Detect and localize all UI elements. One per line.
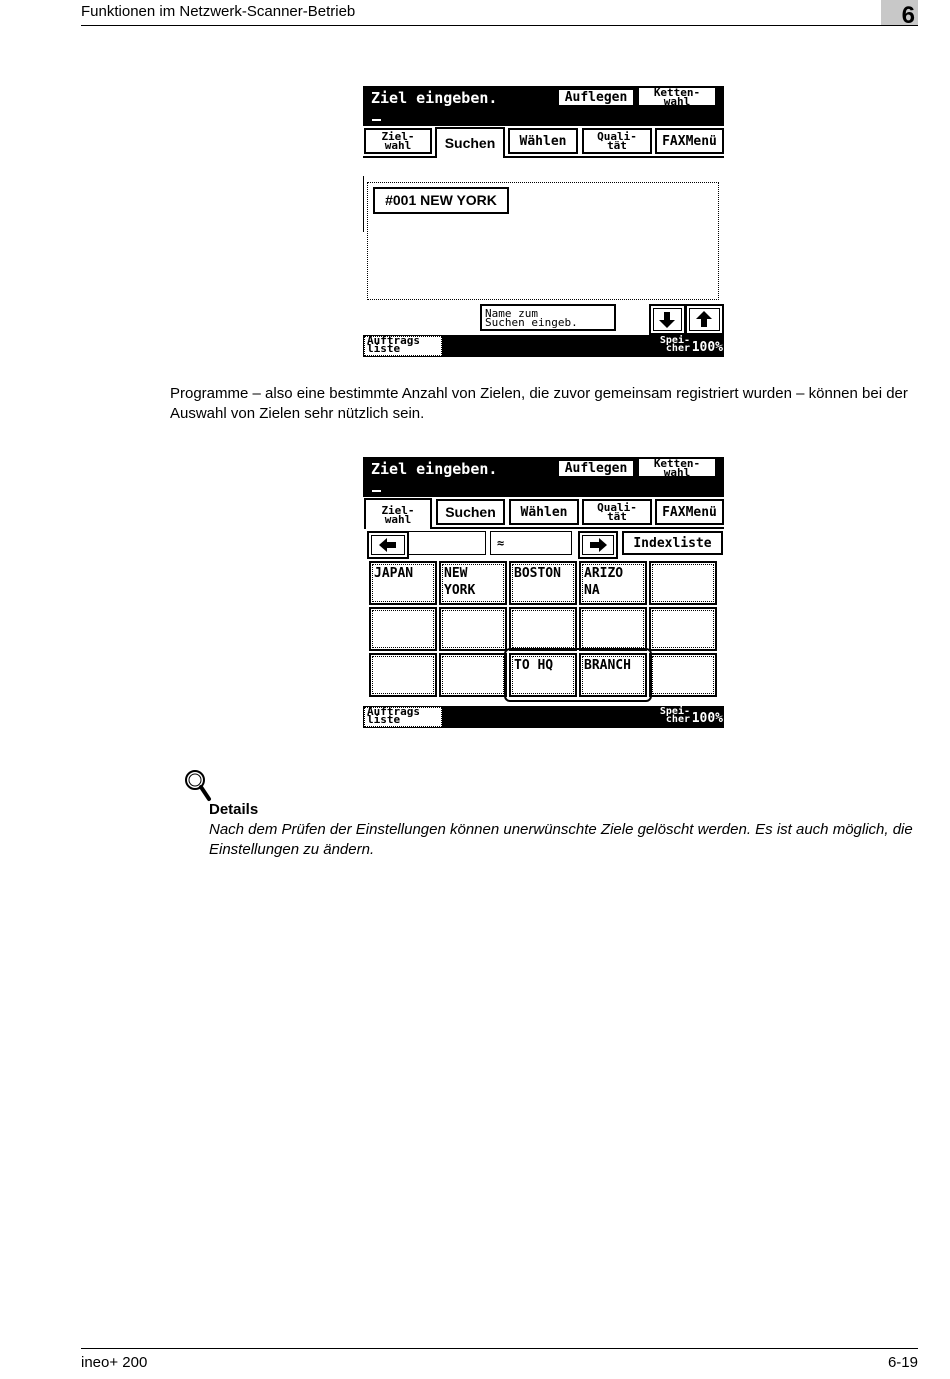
memory-value: 100% — [691, 340, 723, 355]
index-list-button[interactable]: Indexliste — [622, 531, 723, 555]
tab-underline — [432, 527, 724, 529]
title-bar — [363, 86, 724, 126]
hangup-button[interactable]: Auflegen — [557, 88, 635, 107]
tab-quality[interactable]: Quali- tät — [582, 499, 652, 525]
memory-label: Spei- cher — [659, 335, 690, 354]
magnifier-icon — [184, 769, 212, 808]
result-item[interactable]: #001 NEW YORK — [373, 187, 509, 214]
footer-page-number: 6-19 — [887, 1354, 918, 1371]
speed-dial-cell[interactable] — [439, 653, 507, 697]
chain-dial-button[interactable]: Ketten- wahl — [637, 457, 717, 478]
title-bar — [363, 457, 724, 497]
tab-search[interactable]: Suchen — [435, 127, 505, 158]
prompt-text: Ziel eingeben. — [371, 89, 498, 107]
footer-product: ineo+ 200 — [81, 1354, 148, 1371]
index-field-1 — [408, 531, 486, 555]
page-prev-button[interactable] — [367, 531, 409, 559]
arrow-right-icon — [580, 533, 616, 557]
enter-search-name-button[interactable]: Name zum Suchen eingeb. — [480, 304, 616, 331]
list-scroll-indicator — [363, 176, 364, 232]
memory-value: 100% — [691, 711, 723, 726]
job-list-button[interactable]: Auftrags liste — [364, 336, 442, 356]
hangup-button[interactable]: Auflegen — [557, 459, 635, 478]
chapter-badge — [881, 0, 918, 29]
footer-rule — [81, 1348, 918, 1349]
fax-search-screen — [363, 86, 724, 357]
job-list-button[interactable]: Auftrags liste — [364, 707, 442, 727]
body-paragraph: Programme – also eine bestimmte Anzahl von Zielen, die zuvor gemeinsam registriert wurden – können bei der Auswahl von Zielen sehr nützlich sein. — [170, 385, 908, 422]
page-header-title: Funktionen im Netzwerk-Scanner-Betrieb — [81, 3, 356, 20]
program-cell[interactable]: BRANCH — [579, 653, 647, 697]
tab-dial[interactable]: Wählen — [508, 128, 578, 154]
chapter-number: 6 — [901, 2, 915, 29]
fax-speed-dial-screen — [363, 457, 724, 728]
tab-underline-left — [363, 156, 435, 158]
tab-dial[interactable]: Wählen — [509, 499, 579, 525]
tab-quality[interactable]: Quali- tät — [582, 128, 652, 154]
page-next-button[interactable] — [578, 531, 618, 559]
program-group-frame — [504, 648, 652, 702]
speed-dial-cell[interactable] — [649, 561, 717, 605]
scroll-down-button[interactable] — [649, 304, 686, 335]
arrow-up-icon — [687, 306, 722, 333]
chain-dial-button[interactable]: Ketten- wahl — [637, 86, 717, 107]
arrow-down-icon — [651, 306, 684, 333]
speed-dial-cell[interactable]: ARIZO NA — [579, 561, 647, 605]
search-result-list — [367, 182, 719, 300]
status-bar — [363, 335, 724, 357]
input-cursor — [372, 119, 381, 121]
arrow-left-icon — [369, 533, 407, 557]
speed-dial-cell[interactable] — [369, 653, 437, 697]
prompt-text: Ziel eingeben. — [371, 460, 498, 478]
status-bar — [363, 706, 724, 728]
header-rule — [81, 25, 918, 26]
speed-dial-cell[interactable] — [439, 607, 507, 651]
tab-underline-right — [505, 156, 724, 158]
speed-dial-cell[interactable] — [579, 607, 647, 651]
tab-row — [363, 497, 724, 527]
speed-dial-cell[interactable] — [649, 653, 717, 697]
details-text: Nach dem Prüfen der Einstellungen können unerwünschte Ziele gelöscht werden. Es ist auch möglich, die Einstellungen zu ändern. — [209, 821, 913, 858]
tab-speed-dial[interactable]: Ziel- wahl — [364, 128, 432, 154]
speed-dial-cell[interactable] — [509, 607, 577, 651]
program-cell[interactable]: TO HQ — [509, 653, 577, 697]
tab-search[interactable]: Suchen — [436, 499, 505, 525]
tab-fax-menu[interactable]: FAXMenü — [655, 128, 724, 154]
speed-dial-cell[interactable]: JAPAN — [369, 561, 437, 605]
speed-dial-cell[interactable] — [369, 607, 437, 651]
index-field-2: ≈ — [490, 531, 572, 555]
tab-fax-menu[interactable]: FAXMenü — [655, 499, 724, 525]
details-title: Details — [209, 801, 259, 818]
tab-speed-dial[interactable]: Ziel- wahl — [364, 498, 432, 529]
speed-dial-cell[interactable]: NEW YORK — [439, 561, 507, 605]
speed-dial-cell[interactable]: BOSTON — [509, 561, 577, 605]
speed-dial-cell[interactable] — [649, 607, 717, 651]
input-cursor — [372, 490, 381, 492]
scroll-up-button[interactable] — [685, 304, 724, 335]
tab-row — [363, 126, 724, 156]
memory-label: Spei- cher — [659, 706, 690, 725]
